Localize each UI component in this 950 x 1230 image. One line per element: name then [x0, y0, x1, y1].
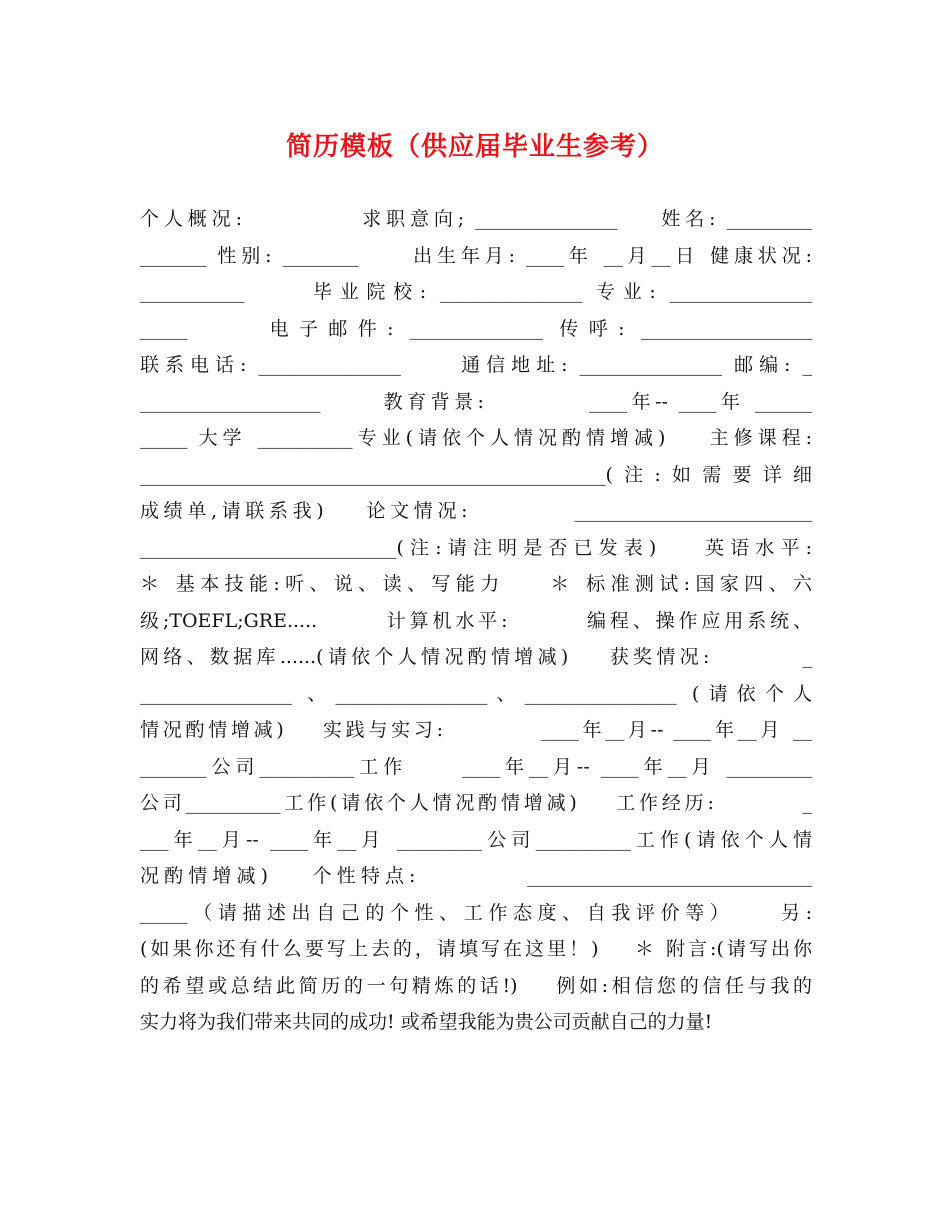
body-line: ___________________ 教育背景: ____年-- ____年 ______ — [140, 390, 812, 413]
page-title: 简历模板（供应届毕业生参考） — [285, 132, 664, 162]
body-line: _____ 电子邮件: ______________ 传呼: __________________ — [140, 317, 812, 340]
body-line: 成绩单,请联系我) 论文情况: _________________________ — [140, 500, 812, 522]
body-line: ＊ 基本技能:听、说、读、写能力 ＊ 标准测试:国家四、六 — [140, 573, 812, 595]
body-line: _______ 性别: ________ 出生年月: ____年 __月__日 健康状况: — [140, 244, 812, 267]
body-line: (如果你还有什么要写上去的，请填写在这里！) ＊ 附言:(请写出你 — [140, 938, 812, 960]
body-line: _________________________________________________(注:如需要详细 — [140, 463, 812, 486]
body-line: 网络、数据库......(请依个人情况酌情增减) 获奖情况: _ — [140, 646, 812, 668]
body-line: _____ 大学 __________专业(请依个人情况酌情增减) 主修课程: — [140, 427, 812, 449]
body-line: ___年__月-- ____年__月 _________公司__________工作(请依个人情 — [140, 828, 812, 851]
body-line: ___________ 毕业院校: _______________ 专业: _______________ — [140, 281, 812, 303]
body-line: ___________________________(注:请注明是否已发表) 英语水平: — [140, 536, 812, 559]
body-line: 级;TOEFL;GRE..... 计算机水平: 编程、操作应用系统、 — [140, 609, 812, 632]
body-line: 的希望或总结此简历的一句精炼的话!) 例如:相信您的信任与我的 — [140, 974, 812, 997]
body-line: ________________ 、________________、________________ (请依个人 — [140, 682, 812, 705]
body-line: 联系电话: _______________ 通信地址: _______________ 邮编: _ — [140, 354, 812, 376]
resume-body — [140, 201, 812, 1041]
body-line: 实力将为我们带来共同的成功! 或希望我能为贵公司贡献自己的力量! — [140, 1011, 713, 1033]
body-line: _____（请描述出自己的个性、工作态度、自我评价等） 另: — [140, 901, 812, 924]
body-line: 情况酌情增减) 实践与实习: ____年__月-- ____年__月 __ — [140, 719, 812, 741]
body-line: 况酌情增减) 个性特点: ______________________________ — [140, 865, 812, 887]
body-line: 公司__________工作(请依个人情况酌情增减) 工作经历: _ — [140, 792, 812, 814]
body-line: 个人概况: 求职意向; _______________ 姓名: _________ — [140, 208, 812, 230]
body-line: _______公司__________工作 ____年__月-- ____年__月 _________ — [140, 755, 812, 778]
